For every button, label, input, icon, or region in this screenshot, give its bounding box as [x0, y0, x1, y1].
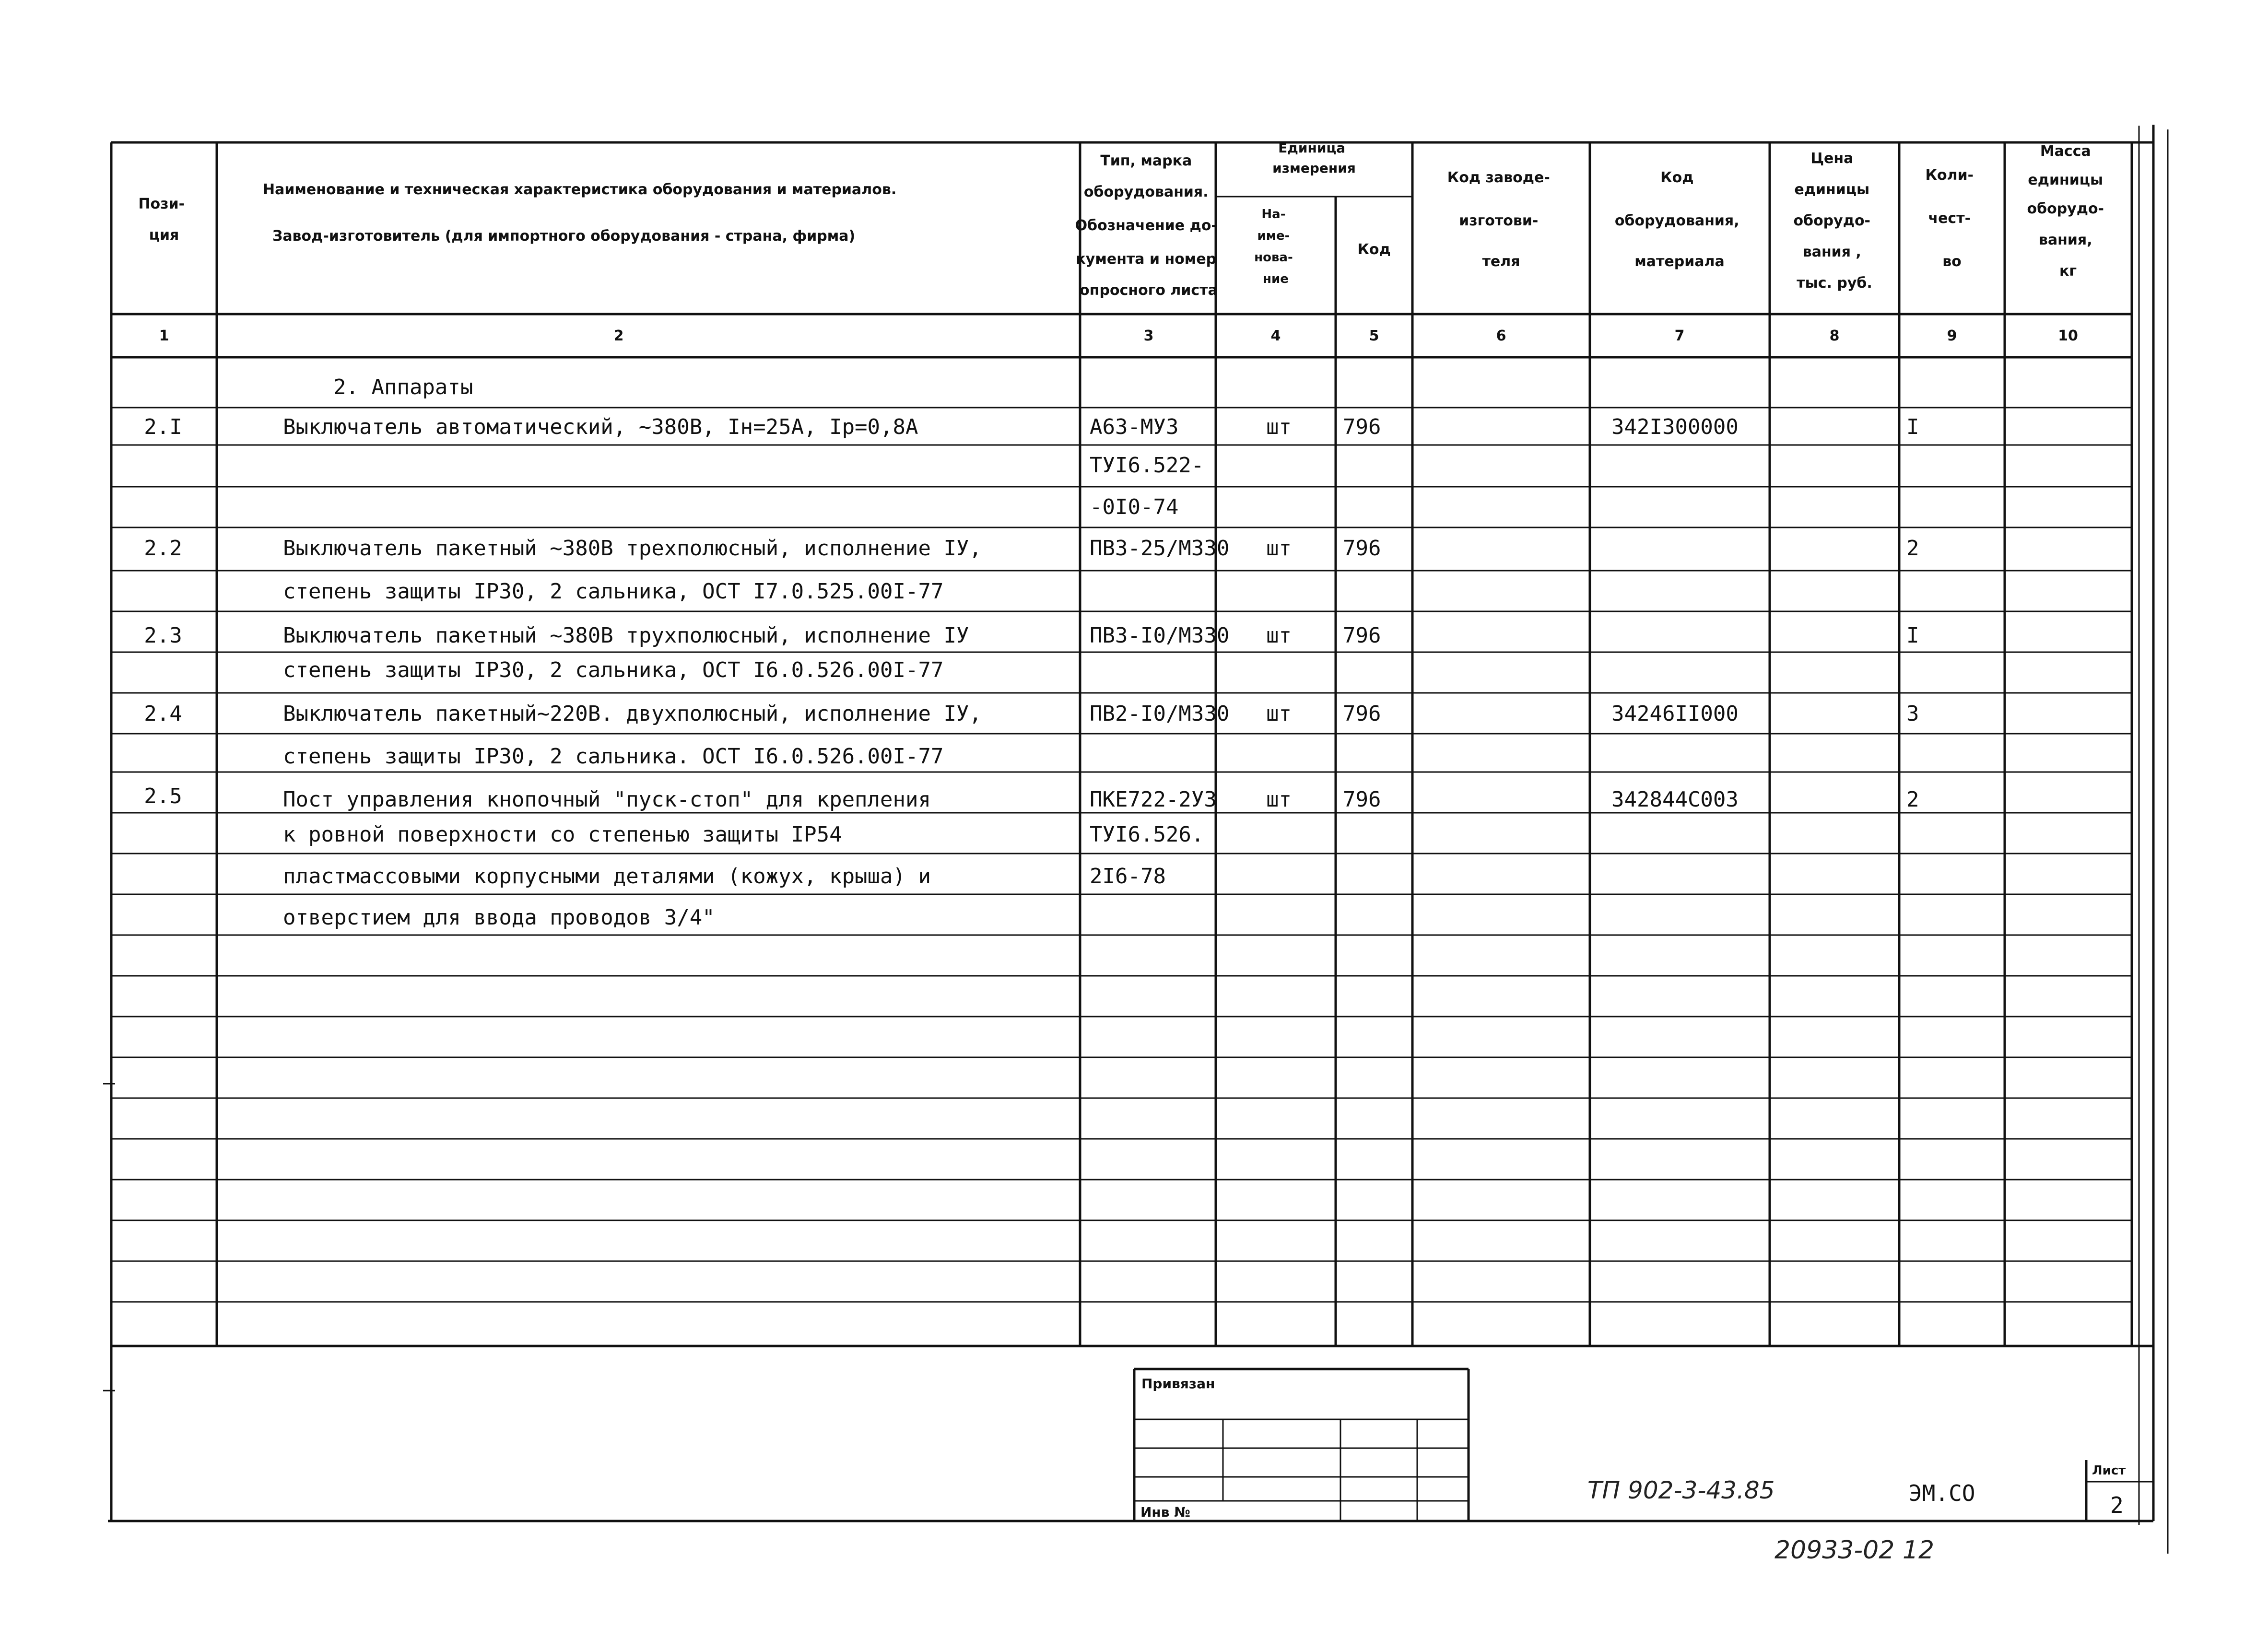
row-unit: шт — [1266, 787, 1292, 812]
header-equipment-code: Код оборудования, материала — [1614, 169, 1739, 270]
row-type: А63-МУ3 — [1090, 415, 1179, 439]
col-number: 5 — [1369, 328, 1379, 344]
table-row — [144, 623, 1919, 648]
row-type: ПВЗ-25/М330 — [1090, 536, 1230, 561]
row-equipment-code: 342I300000 — [1611, 415, 1739, 439]
row-name: степень защиты IР30, 2 сальника, ОСТ I6.0.526.00I-77 — [283, 658, 944, 682]
header-name: Наименование и техническая характеристика оборудования и материалов. Завод-изготовитель (для импортного оборудования - страна, фирма) — [263, 181, 897, 245]
row-name: Пост управления кнопочный "пуск-стоп" для крепления — [283, 787, 931, 812]
row-name: Выключатель автоматический, ~380В, Iн=25А, Iр=0,8А — [283, 415, 918, 439]
col-number: 1 — [159, 328, 169, 344]
header-maker-code: Код заводе- изготови- теля — [1447, 169, 1550, 270]
row-type: ПВ2-I0/М330 — [1090, 702, 1230, 726]
row-equipment-code: 342844С003 — [1611, 787, 1739, 812]
table-row — [283, 658, 944, 682]
table-row — [1090, 453, 1204, 478]
column-numbers-row — [159, 328, 2078, 344]
row-quantity: 2 — [1906, 536, 1919, 561]
col-number: 7 — [1674, 328, 1685, 344]
table-row — [144, 702, 1919, 726]
row-equipment-code: 34246II000 — [1611, 702, 1739, 726]
row-name: отверстием для ввода проводов 3/4" — [283, 905, 715, 930]
row-unit: шт — [1266, 623, 1292, 648]
table-row — [283, 744, 944, 769]
row-unit: шт — [1266, 415, 1292, 439]
row-type: ТУI6.522- — [1090, 453, 1204, 478]
table-row — [283, 905, 715, 930]
row-name: пластмассовыми корпусными деталями (кожух, крыша) и — [283, 864, 931, 889]
row-name: к ровной поверхности со степенью защиты IР54 — [283, 822, 842, 847]
header-type: Тип, марка оборудования. Обозначение до- кумента и номер опросного листа — [1075, 152, 1218, 299]
col-number: 6 — [1496, 328, 1506, 344]
row-position: 2.4 — [144, 702, 182, 726]
row-position: 2.I — [144, 415, 182, 439]
sheet-label: Лист — [2092, 1463, 2126, 1478]
document-code: ТП 902-3-43.85 — [1587, 1476, 1775, 1504]
row-name: степень защиты IР30, 2 сальника, ОСТ I7.0.525.00I-77 — [283, 579, 944, 604]
col-number: 9 — [1947, 328, 1957, 344]
stamp-inv: Инв № — [1140, 1504, 1190, 1520]
header-position: Пози- ция — [138, 196, 185, 244]
row-type: ПКЕ722-2У3 — [1090, 787, 1217, 812]
row-unit: шт — [1266, 702, 1292, 726]
row-quantity: I — [1906, 623, 1919, 648]
row-unit: шт — [1266, 536, 1292, 561]
table-row — [283, 864, 1166, 889]
row-unit-code: 796 — [1343, 415, 1381, 439]
row-position: 2.3 — [144, 623, 182, 648]
row-quantity: 2 — [1906, 787, 1919, 812]
row-unit-code: 796 — [1343, 702, 1381, 726]
section-code: ЭМ.СО — [1909, 1480, 1975, 1506]
row-type: -0I0-74 — [1090, 495, 1179, 519]
title-block — [1134, 1369, 2153, 1521]
row-type: ТУI6.526. — [1090, 822, 1204, 847]
table-row — [144, 784, 1919, 812]
sheet-number: 2 — [2110, 1492, 2124, 1518]
row-type: 2I6-78 — [1090, 864, 1166, 889]
stamp-privyazan: Привязан — [1141, 1376, 1215, 1392]
table-row — [144, 536, 1919, 561]
table-row — [1090, 495, 1178, 519]
header-unit: Единица измерения — [1272, 140, 1356, 176]
table-row — [283, 822, 1204, 847]
col-number: 10 — [2058, 328, 2078, 344]
header-mass: Масса единицы оборудо- вания, кг — [2027, 143, 2104, 280]
col-number: 2 — [613, 328, 624, 344]
row-type: ПВЗ-I0/М330 — [1090, 623, 1230, 648]
row-name: Выключатель пакетный ~380В трухполюсный, исполнение IУ — [283, 623, 969, 648]
row-unit-code: 796 — [1343, 536, 1381, 561]
bottom-handwritten-number: 20933-02 12 — [1774, 1536, 1935, 1565]
col-number: 4 — [1270, 328, 1281, 344]
table-row — [283, 579, 944, 604]
col-number: 3 — [1143, 328, 1154, 344]
row-quantity: I — [1906, 415, 1919, 439]
table-header — [138, 140, 2109, 299]
row-name: Выключатель пакетный ~380В трехполюсный, исполнение IУ, — [283, 536, 982, 561]
table-grid-horizontals — [111, 197, 2153, 1346]
row-position: 2.5 — [144, 784, 182, 808]
section-title: 2. Аппараты — [333, 375, 473, 399]
row-position: 2.2 — [144, 536, 182, 561]
row-name: степень защиты IР30, 2 сальника. ОСТ I6.0.526.00I-77 — [283, 744, 944, 769]
header-unit-name: На- име- нова- ние — [1254, 207, 1293, 286]
row-unit-code: 796 — [1343, 787, 1381, 812]
row-name: Выключатель пакетный~220В. двухполюсный, исполнение IУ, — [283, 702, 982, 726]
table-row — [144, 415, 1919, 439]
col-number: 8 — [1829, 328, 1840, 344]
row-unit-code: 796 — [1343, 623, 1381, 648]
header-price: Цена единицы оборудо- вания , тыс. руб. — [1793, 150, 1872, 292]
header-quantity: Коли- чест- во — [1925, 167, 1974, 270]
row-quantity: 3 — [1906, 702, 1919, 726]
header-unit-code: Код — [1357, 241, 1391, 258]
table-body — [144, 415, 1919, 930]
